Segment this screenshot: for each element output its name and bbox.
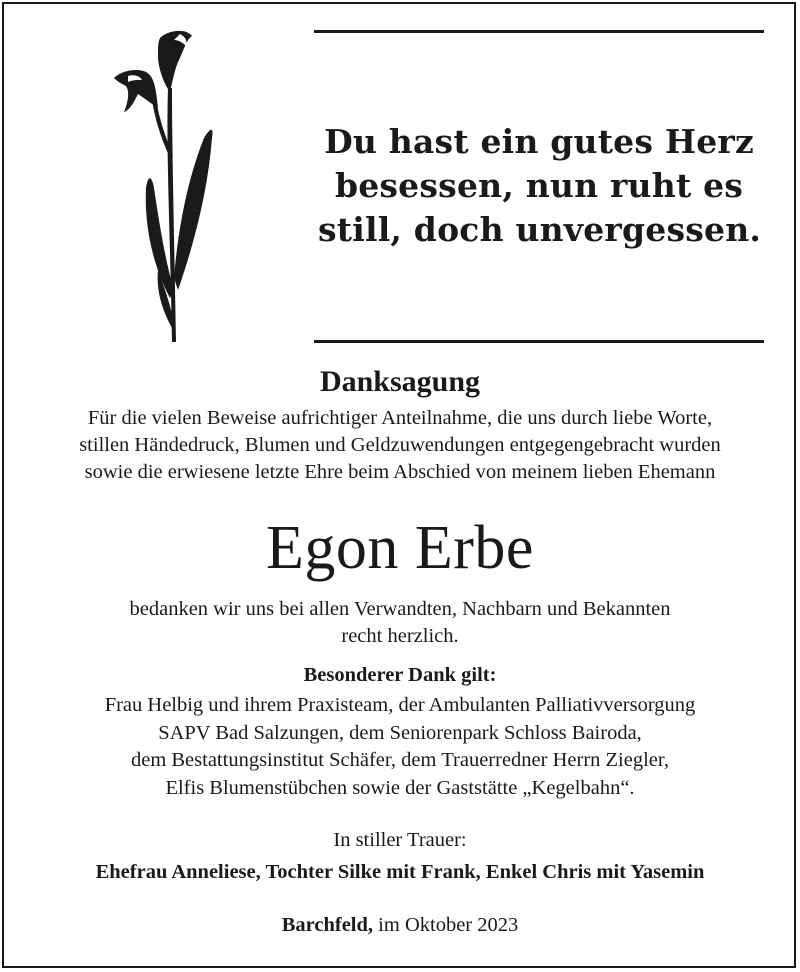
deceased-name: Egon Erbe xyxy=(266,514,534,582)
intro-line: Für die vielen Beweise aufrichtiger Anteilnahme, die uns durch liebe Worte, xyxy=(87,407,713,429)
motto-line: still, doch unvergessen. xyxy=(318,210,762,249)
mourning-label: In stiller Trauer: xyxy=(333,829,467,851)
intro-text xyxy=(0,405,800,486)
thanks-text xyxy=(0,596,800,650)
intro-line: stillen Händedruck, Blumen und Geldzuwendungen entgegengebracht wurden xyxy=(79,434,721,456)
place-date xyxy=(0,912,800,939)
special-thanks-line: dem Bestattungsinstitut Schäfer, dem Trauerredner Herrn Ziegler, xyxy=(130,749,670,771)
special-thanks-line: Frau Helbig und ihrem Praxisteam, der Ambulanten Palliativversorgung xyxy=(104,694,696,716)
bottom-rule xyxy=(314,340,764,343)
motto-verse xyxy=(318,120,760,252)
special-thanks-text xyxy=(0,692,800,802)
notice-heading: Danksagung xyxy=(319,365,481,398)
thanks-line: recht herzlich. xyxy=(341,625,459,647)
intro-line: sowie die erwiesene letzte Ehre beim Abschied von meinem lieben Ehemann xyxy=(84,461,716,483)
date-text: im Oktober 2023 xyxy=(378,914,519,936)
special-thanks-line: Elfis Blumenstübchen sowie der Gaststätte „Kegelbahn“. xyxy=(165,776,635,799)
motto-line: Du hast ein gutes Herz xyxy=(324,122,754,161)
calla-lily-icon xyxy=(108,28,218,346)
mourning-family: Ehefrau Anneliese, Tochter Silke mit Frank, Enkel Chris mit Yasemin xyxy=(95,861,705,883)
thanks-line: bedanken wir uns bei allen Verwandten, Nachbarn und Bekannten xyxy=(129,598,671,620)
motto-line: besessen, nun ruht es xyxy=(334,166,744,205)
special-thanks-heading: Besonderer Dank gilt: xyxy=(303,664,497,686)
place-name: Barchfeld, xyxy=(281,914,374,936)
special-thanks-line: SAPV Bad Salzungen, dem Seniorenpark Schloss Bairoda, xyxy=(158,721,642,744)
top-rule xyxy=(314,30,764,33)
